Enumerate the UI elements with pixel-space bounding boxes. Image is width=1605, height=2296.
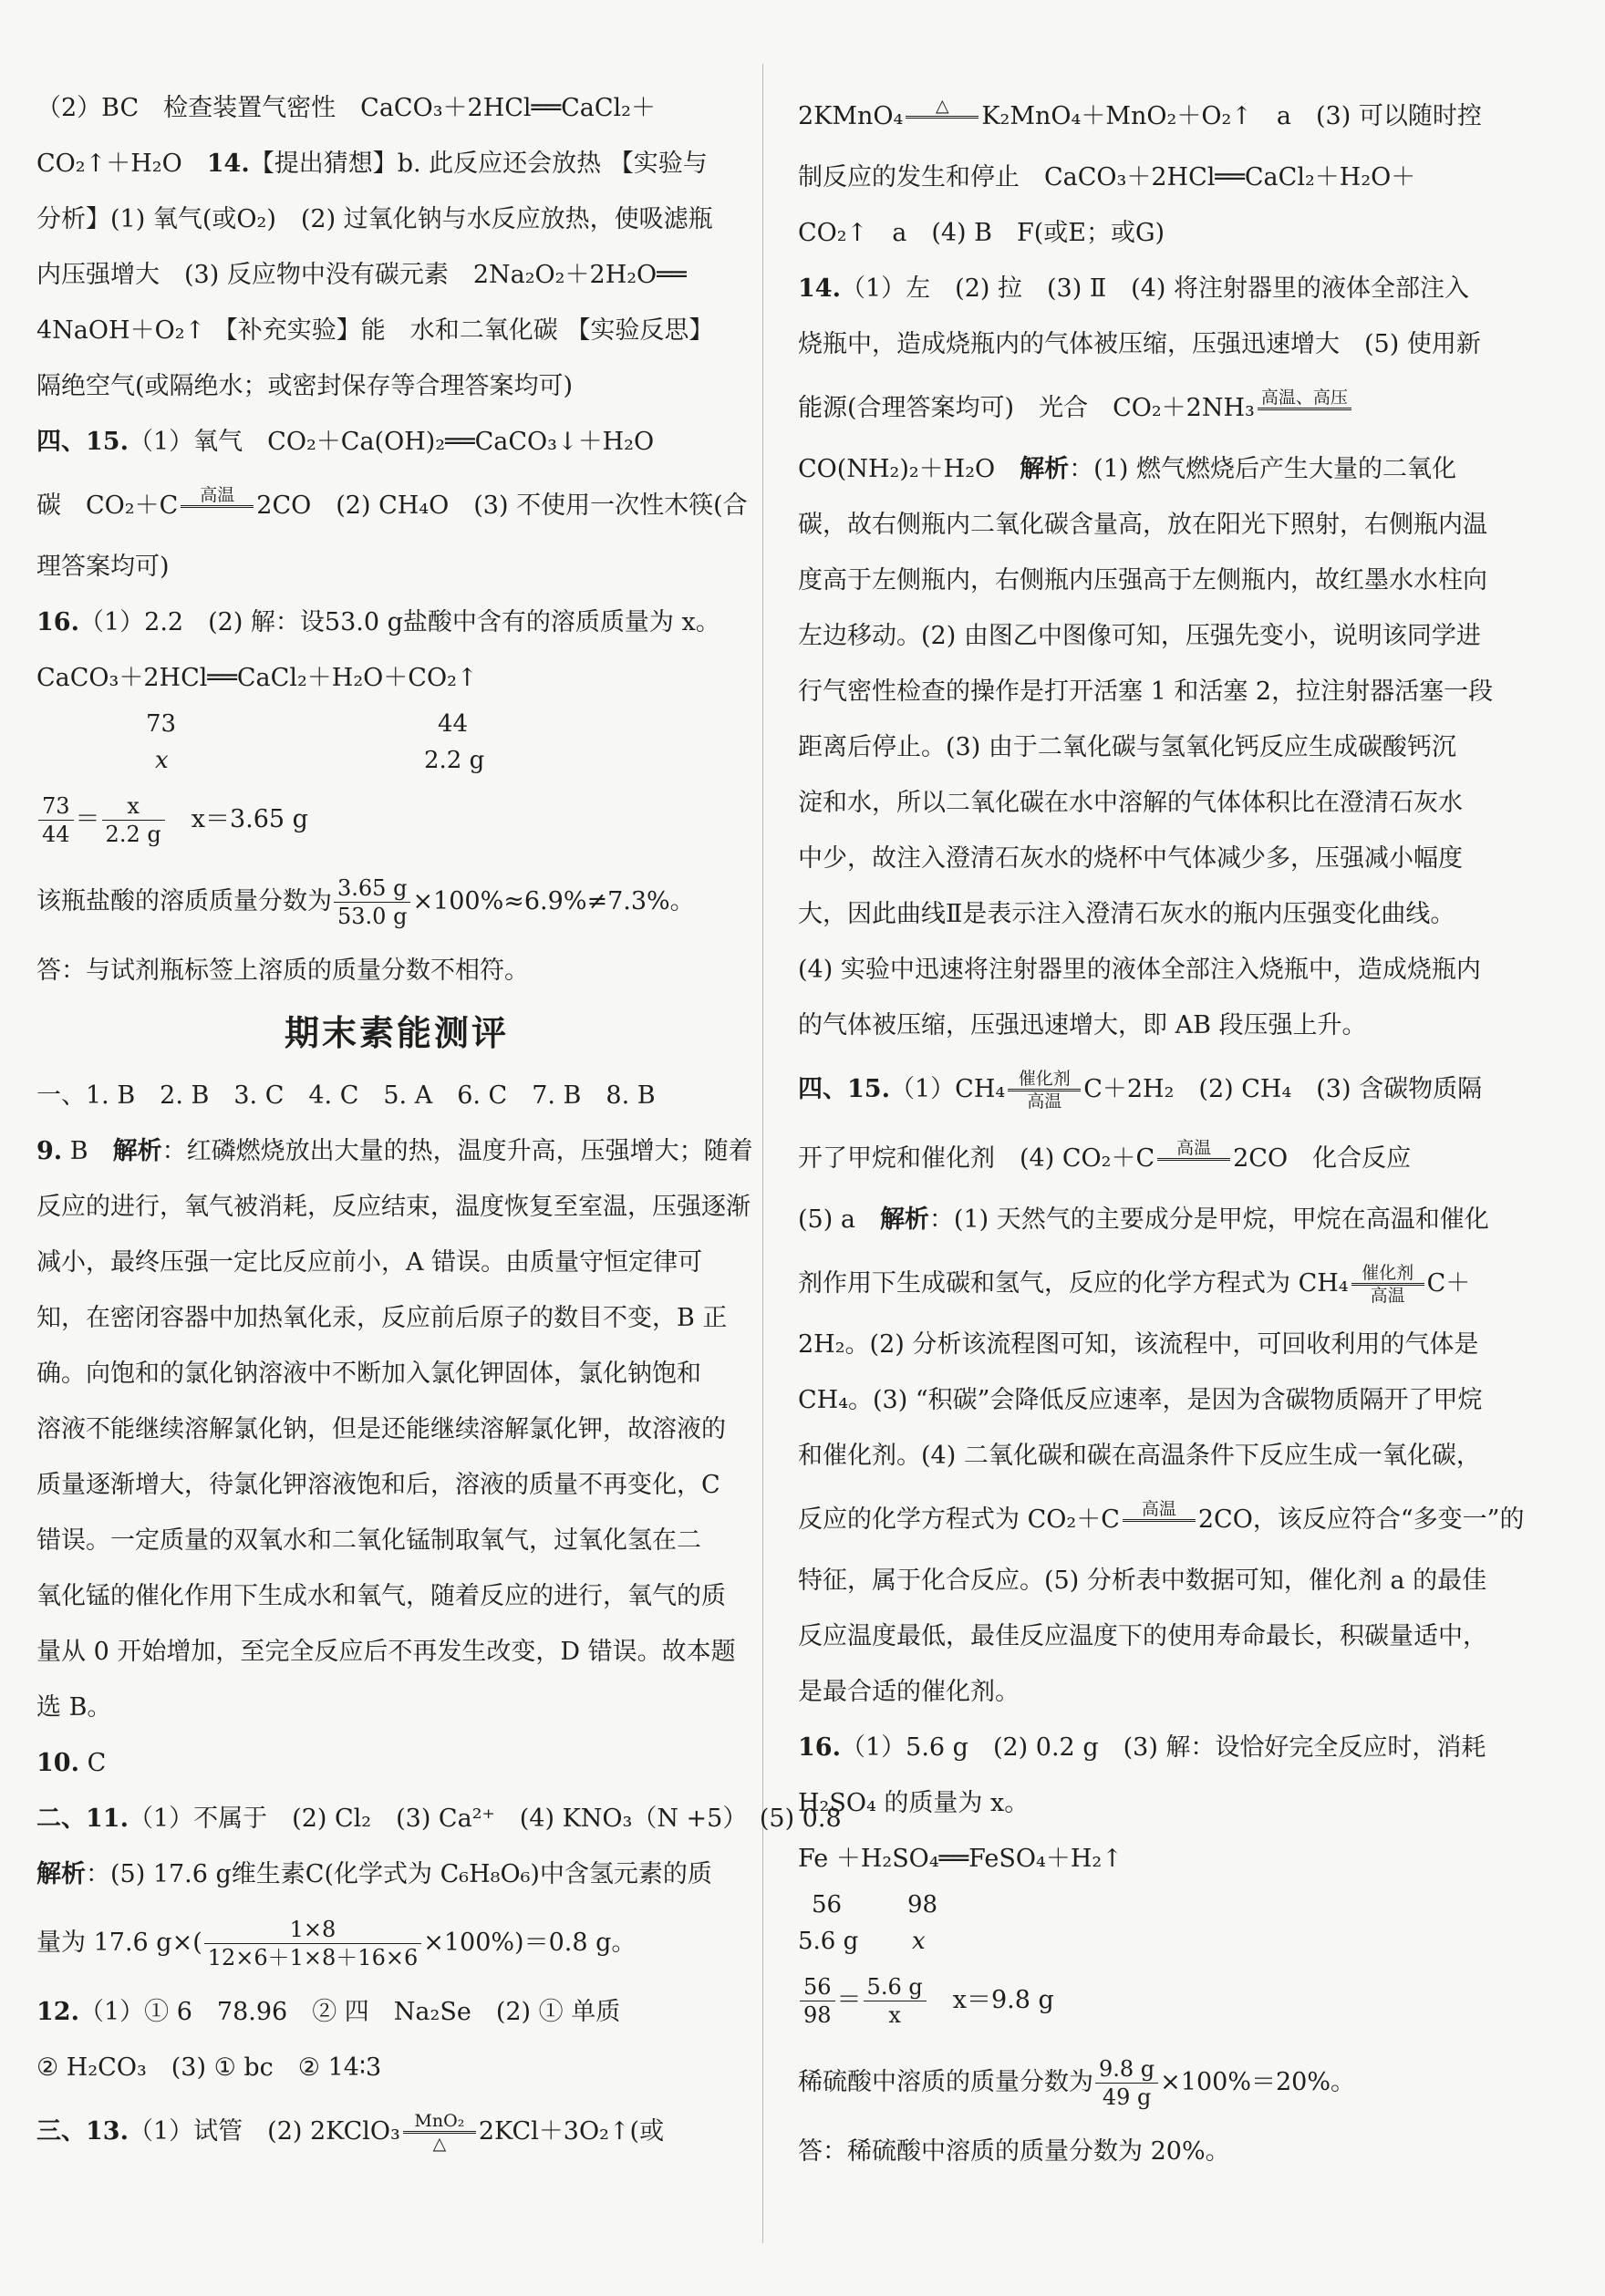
text-line (36, 414, 757, 470)
question-number: 14. (206, 150, 250, 178)
text-line: ② H₂CO₃ (3) ① bc ② 14∶3 (36, 2053, 382, 2082)
denominator: 44 (42, 822, 70, 847)
text-line (798, 1053, 1518, 1122)
numerator: 5.6 g (864, 1973, 927, 2001)
text-line (36, 1791, 842, 1846)
text-line: CO₂↑ a (4) B F(或E；或G) (798, 219, 1165, 247)
text-span: 反应的化学方程式为 CO₂＋C (798, 1505, 1120, 1534)
fraction (1095, 2055, 1158, 2111)
text-span: B (62, 1137, 113, 1165)
text-span: (5) a (798, 1205, 880, 1234)
unknown: x (155, 747, 169, 774)
text-span: （1）氧气 CO₂＋Ca(OH)₂══CaCO₃↓＋H₂O (128, 428, 655, 456)
reaction-condition (1123, 1499, 1196, 1542)
text-span: 剂作用下生成碳和氢气，反应的化学方程式为 CH₄ (798, 1269, 1349, 1298)
reaction-condition (181, 485, 254, 528)
reaction-condition (1157, 1138, 1230, 1181)
text-span: 2CO，该反应符合“多变一”的 (1197, 1505, 1525, 1534)
numerator: 3.65 g (334, 874, 410, 903)
text-span: CO₂↑＋H₂O (36, 150, 207, 178)
text-line (798, 1192, 1518, 1247)
text-span: （1）CH₄ (889, 1075, 1006, 1103)
column-divider (762, 64, 763, 2243)
stoich-row (798, 1887, 1518, 1923)
question-number: 9. (36, 1137, 63, 1165)
text-line (36, 861, 757, 943)
text-span: 该瓶盐酸的溶质质量分数为 (36, 887, 332, 915)
question-number: 10. (36, 1749, 79, 1777)
text-span: （1）5.6 g (2) 0.2 g (3) 解：设恰好完全反应时，消耗 (840, 1733, 1486, 1762)
text-span: （1）2.2 (2) 解：设53.0 g盐酸中含有的溶质质量为 x。 (78, 608, 720, 636)
molar-mass: 44 (438, 710, 469, 738)
question-number: 三、13. (36, 2117, 129, 2146)
text-line: 制反应的发生和停止 CaCO₃＋2HCl══CaCl₂＋H₂O＋ (798, 163, 1416, 191)
text-span: 2CO 化合反应 (1233, 1144, 1412, 1173)
text-span: 能源(合理答案均可) 光合 CO₂＋2NH₃ (798, 394, 1255, 422)
text-span: （1）① 6 78.96 ② 四 Na₂Se (2) ① 单质 (78, 1998, 621, 2026)
text-line (798, 80, 1518, 150)
text-line: CH₄。(3) “积碳”会降低反应速率，是因为含碳物质隔开了甲烷 (798, 1386, 1483, 1414)
condition-bottom (1123, 1522, 1196, 1542)
text-span: C (78, 1749, 107, 1777)
text-line: 左边移动。(2) 由图乙中图像可知，压强先变小，说明该同学进 (798, 622, 1481, 650)
text-line: H₂SO₄ 的质量为 x。 (798, 1789, 1030, 1817)
text-line: 淀和水，所以二氧化碳在水中溶解的气体体积比在澄清石灰水 (798, 789, 1463, 817)
reaction-condition (906, 96, 979, 139)
stoich-row (36, 706, 757, 742)
text-span: ×100%≈6.9%≠7.3%。 (412, 887, 695, 915)
text-line (36, 1735, 757, 1791)
given-mass: 2.2 g (424, 747, 485, 774)
text-span: （1）不属于 (2) Cl₂ (3) Ca²⁺ (4) KNO₃（N +5） (5) 0.8 (128, 1805, 842, 1833)
condition-bottom (906, 119, 979, 139)
text-line: 内压强增大 (3) 反应物中没有碳元素 2Na₂O₂＋2H₂O══ (36, 261, 687, 289)
section-title: 期末素能测评 (284, 1013, 509, 1053)
unknown: x (912, 1928, 926, 1955)
text-line: 烧瓶中，造成烧瓶内的气体被压缩，压强迅速增大 (5) 使用新 (798, 330, 1481, 358)
text-span: 量为 17.6 g×( (36, 1929, 202, 1957)
text-line: 确。向饱和的氯化钠溶液中不断加入氯化钾固体，氯化钠饱和 (36, 1360, 701, 1388)
result: x＝9.8 g (952, 1986, 1054, 2014)
text-span: 稀硫酸中溶质的质量分数为 (798, 2068, 1093, 2096)
equation: CaCO₃＋2HCl══CaCl₂＋H₂O＋CO₂↑ (36, 664, 478, 692)
text-line: 4NaOH＋O₂↑ 【补充实验】能 水和二氧化碳 【实验反思】 (36, 316, 714, 345)
text-line: 错误。一定质量的双氧水和二氧化锰制取氧气，过氧化氢在二 (36, 1526, 701, 1555)
text-line: (4) 实验中迅速将注射器里的液体全部注入烧瓶中，造成烧瓶内 (798, 956, 1481, 984)
text-line: 和催化剂。(4) 二氧化碳和碳在高温条件下反应生成一氧化碳， (798, 1442, 1481, 1470)
fraction (204, 1916, 421, 1971)
numerator: 9.8 g (1095, 2055, 1158, 2084)
text-line (36, 595, 757, 650)
analysis-label: 解析 (879, 1205, 929, 1234)
text-line (36, 1123, 757, 1179)
text-line: 行气密性检查的操作是打开活塞 1 和活塞 2，拉注射器活塞一段 (798, 677, 1494, 706)
given-mass: 5.6 g (798, 1928, 859, 1955)
text-span: K₂MnO₄＋MnO₂＋O₂↑ a (3) 可以随时控 (981, 102, 1482, 130)
stoich-row (798, 1923, 1518, 1960)
text-line (36, 1902, 757, 1984)
condition-top: MnO₂ (403, 2111, 476, 2134)
denominator: 53.0 g (337, 904, 408, 929)
denominator: 49 g (1102, 2084, 1152, 2110)
numerator: 73 (38, 792, 74, 821)
denominator: 98 (803, 2002, 832, 2028)
denominator: 12×6＋1×8＋16×6 (207, 1945, 419, 1970)
condition-top: 催化剂 (1351, 1263, 1424, 1286)
text-span: ×100%＝20%。 (1160, 2068, 1355, 2096)
condition-bottom: 高温 (1027, 1091, 1062, 1112)
text-line (798, 1122, 1518, 1192)
text-line: 知，在密闭容器中加热氧化汞，反应前后原子的数目不变，B 正 (36, 1304, 728, 1332)
condition-bottom: 高温 (1370, 1286, 1405, 1306)
text-line: 分析】(1) 氧气(或O₂) (2) 过氧化钠与水反应放热，使吸滤瓶 (36, 205, 713, 233)
text-line: 隔绝空气(或隔绝水；或密封保存等合理答案均可) (36, 372, 574, 400)
text-span: （1）左 (2) 拉 (3) Ⅱ (4) 将注射器里的液体全部注入 (840, 274, 1469, 303)
denominator: 2.2 g (105, 822, 161, 847)
text-span: 【提出猜想】b. 此反应还会放热 【实验与 (249, 150, 708, 178)
text-span: CO(NH₂)₂＋H₂O (798, 455, 1020, 483)
ratio-line: $\frac{73}{44}$ ＝ $\frac{x}{2.2 g}$ x＝3.65 g (36, 779, 757, 861)
question-number: 16. (798, 1733, 841, 1762)
analysis-label: 解析 (1020, 455, 1070, 483)
text-span: 2KMnO₄ (798, 102, 904, 130)
analysis-label: 解析 (36, 1860, 86, 1888)
numerator: 56 (800, 1973, 835, 2001)
text-line: 反应温度最低，最佳反应温度下的使用寿命最长，积碳量适中， (798, 1622, 1487, 1650)
text-line: 2H₂。(2) 分析该流程图可知，该流程中，可回收利用的气体是 (798, 1330, 1479, 1359)
text-line: 质量逐渐增大，待氯化钾溶液饱和后，溶液的质量不再变化，C (36, 1471, 720, 1499)
text-line (798, 441, 1518, 497)
text-span: （1）试管 (2) 2KClO₃ (128, 2117, 400, 2146)
stoichiometry-block (798, 1887, 1518, 1960)
mc-answers: 一、1. B 2. B 3. C 4. C 5. A 6. C 7. B 8. B (36, 1081, 656, 1110)
condition-top: 高温 (1157, 1138, 1230, 1161)
question-number: 四、15. (36, 428, 129, 456)
text-span: ：(5) 17.6 g维生素C(化学式为 C₆H₈O₆)中含氢元素的质 (86, 1860, 712, 1888)
fraction (864, 1973, 927, 2029)
text-line: 的气体被压缩，压强迅速增大，即 AB 段压强上升。 (798, 1011, 1367, 1039)
question-number: 二、11. (36, 1805, 129, 1833)
reaction-condition (1351, 1263, 1424, 1306)
text-line: 氧化锰的催化作用下生成水和氧气，随着反应的进行，氧气的质 (36, 1582, 726, 1610)
condition-bottom (1157, 1161, 1230, 1181)
text-line (798, 2042, 1518, 2124)
question-number: 四、15. (798, 1075, 890, 1103)
text-line (798, 1484, 1525, 1553)
answer-line: 答：与试剂瓶标签上溶质的质量分数不相符。 (36, 957, 529, 985)
answer-line: 答：稀硫酸中溶质的质量分数为 20%。 (798, 2137, 1230, 2166)
text-line (798, 1720, 1518, 1775)
text-span: C＋ (1426, 1269, 1471, 1298)
reaction-condition (1008, 1069, 1081, 1112)
text-span: ：(1) 燃气燃烧后产生大量的二氧化 (1069, 455, 1457, 483)
condition-top: 高温 (181, 485, 254, 508)
text-line (36, 1846, 757, 1902)
condition-bottom (1258, 410, 1351, 430)
condition-bottom (181, 508, 254, 528)
text-span: 开了甲烷和催化剂 (4) CO₂＋C (798, 1144, 1155, 1173)
molar-mass: 98 (907, 1891, 938, 1919)
text-span: C＋2H₂ (2) CH₄ (3) 含碳物质隔 (1083, 1075, 1483, 1103)
numerator: 1×8 (204, 1916, 421, 1944)
text-line (36, 2095, 757, 2165)
condition-bottom: △ (432, 2134, 447, 2154)
text-span: 2KCl＋3O₂↑(或 (478, 2117, 665, 2146)
condition-top: 催化剂 (1008, 1069, 1081, 1091)
text-line: 溶液不能继续溶解氯化钠，但是还能继续溶解氯化钾，故溶液的 (36, 1415, 726, 1443)
fraction (800, 1973, 835, 2029)
condition-top: 高温 (1123, 1499, 1196, 1522)
fraction (102, 792, 165, 848)
text-line: 理答案均可) (36, 553, 170, 581)
question-number: 12. (36, 1998, 79, 2026)
text-line: 是最合适的催化剂。 (798, 1678, 1020, 1706)
text-line: 减小，最终压强一定比反应前小，A 错误。由质量守恒定律可 (36, 1248, 703, 1277)
text-line (798, 1247, 1518, 1317)
text-span: ×100%)＝0.8 g。 (423, 1929, 637, 1957)
molar-mass: 73 (146, 710, 177, 738)
text-line: 碳，故右侧瓶内二氧化碳含量高，放在阳光下照射，右侧瓶内温 (798, 511, 1487, 539)
question-number: 14. (798, 274, 841, 303)
text-line: 距离后停止。(3) 由于二氧化碳与氢氧化钙反应生成碳酸钙沉 (798, 733, 1456, 761)
text-span: ：(1) 天然气的主要成分是甲烷，甲烷在高温和催化 (928, 1205, 1489, 1234)
stoich-row (36, 742, 757, 779)
right-column (798, 80, 1525, 2179)
fraction (334, 874, 410, 930)
analysis-label: 解析 (112, 1137, 162, 1165)
text-span: 碳 CO₂＋C (36, 491, 179, 520)
denominator: x (888, 2002, 901, 2028)
text-line (36, 1984, 757, 2040)
text-line: （2）BC 检查装置气密性 CaCO₃＋2HCl══CaCl₂＋ (36, 94, 656, 122)
text-line: 中少，故注入澄清石灰水的烧杯中气体减少多，压强减小幅度 (798, 844, 1463, 873)
text-span: 2CO (2) CH₄O (3) 不使用一次性木筷(合 (256, 491, 748, 520)
equation: Fe ＋H₂SO₄══FeSO₄＋H₂↑ (798, 1845, 1123, 1873)
molar-mass: 56 (812, 1891, 843, 1919)
numerator: x (102, 792, 165, 821)
reaction-condition (403, 2111, 476, 2154)
text-line (798, 261, 1518, 316)
text-line: 量从 0 开始增加，至完全反应后不再发生改变，D 错误。故本题 (36, 1638, 736, 1666)
condition-top: △ (906, 96, 979, 119)
ratio-line: $\frac{56}{98}$ ＝ $\frac{5.6 g}{x}$ x＝9.8 g (798, 1960, 1518, 2042)
stoichiometry-block (36, 706, 757, 779)
result: x＝3.65 g (191, 805, 308, 833)
text-line (36, 136, 757, 191)
text-line (36, 470, 757, 539)
fraction (38, 792, 74, 848)
text-line: 选 B。 (36, 1693, 112, 1722)
text-line: 大，因此曲线Ⅱ是表示注入澄清石灰水的瓶内压强变化曲线。 (798, 900, 1455, 928)
question-number: 16. (36, 608, 79, 636)
text-line (798, 372, 1518, 441)
reaction-condition (1258, 388, 1351, 430)
condition-top: 高温、高压 (1258, 388, 1351, 410)
text-line: 特征，属于化合反应。(5) 分析表中数据可知，催化剂 a 的最佳 (798, 1567, 1487, 1595)
text-line: 反应的进行，氧气被消耗，反应结束，温度恢复至室温，压强逐渐 (36, 1193, 751, 1221)
text-span: ：红磷燃烧放出大量的热，温度升高，压强增大；随着 (161, 1137, 753, 1165)
text-line: 度高于左侧瓶内，右侧瓶内压强高于左侧瓶内，故红墨水水柱向 (798, 566, 1487, 595)
